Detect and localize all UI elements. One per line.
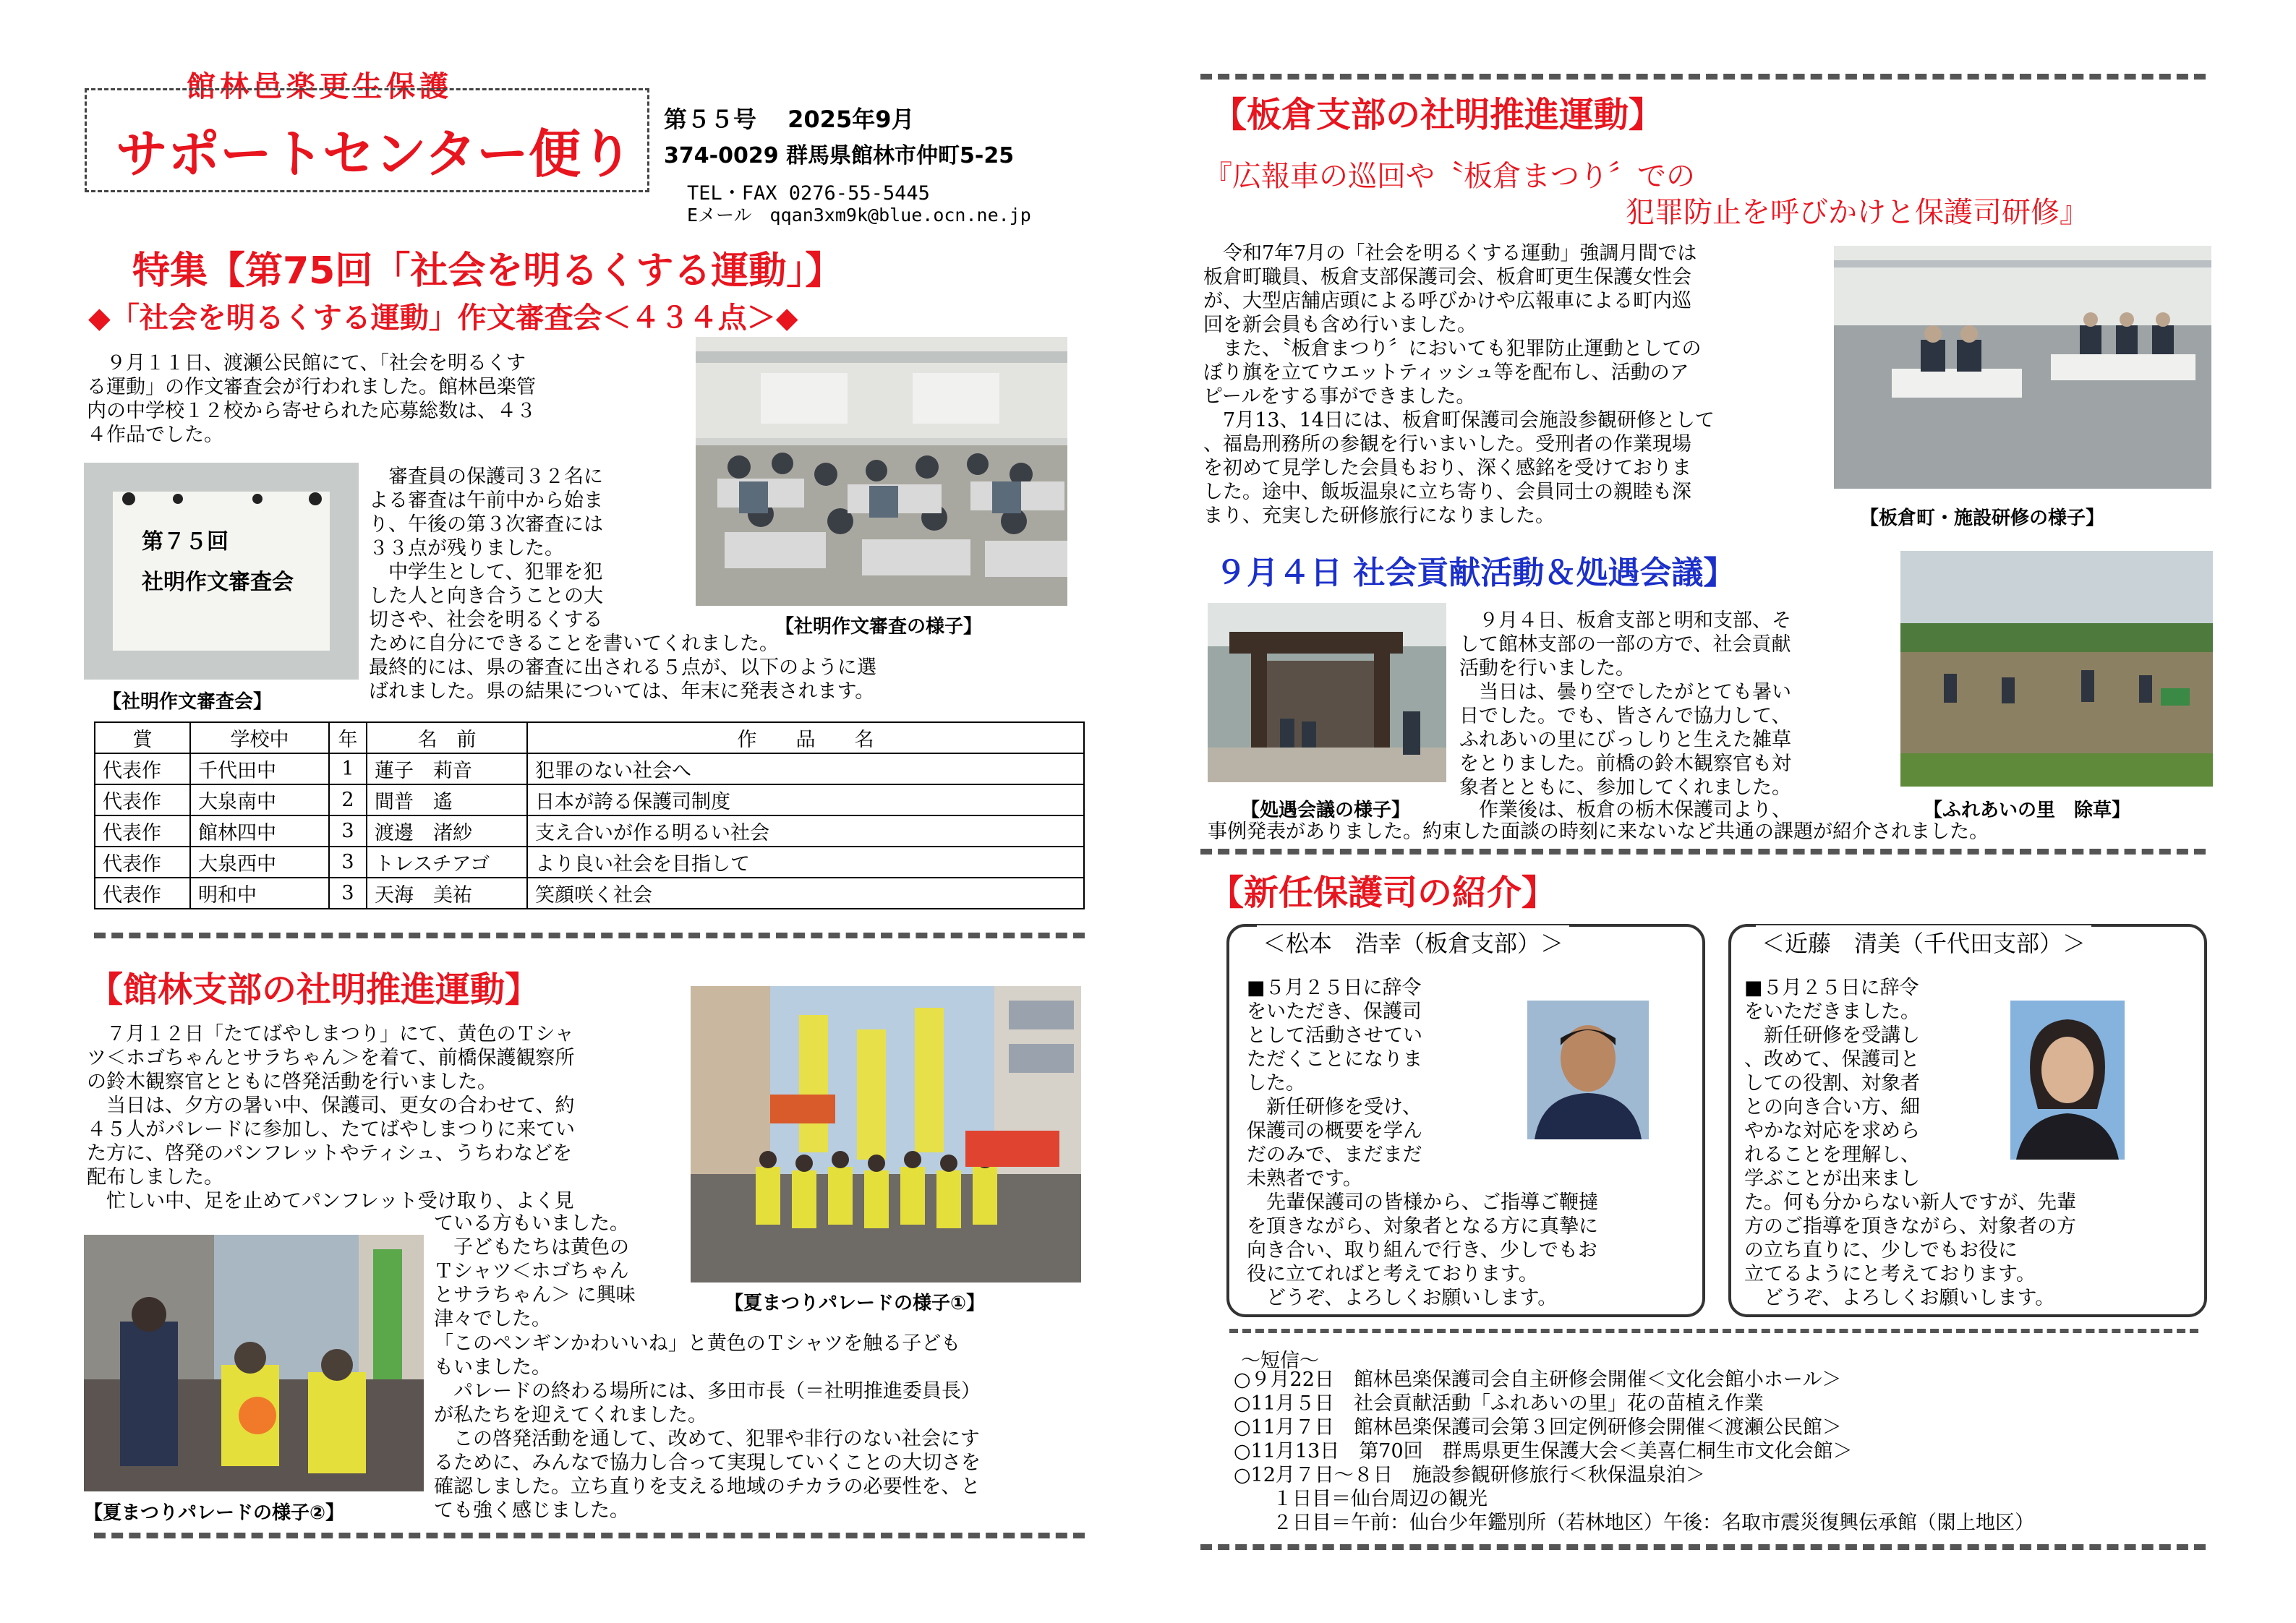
mid-divider-right [1200, 849, 2206, 855]
sign-line-2: 社明作文審査会 [142, 570, 294, 595]
review-room-image [696, 337, 1067, 606]
cell-title: 日本が誇る保護司制度 [527, 784, 1084, 815]
news-item: １日目＝仙台周辺の観光 [1234, 1488, 1488, 1510]
feature-paragraph-2: 審査員の保護司３２名に よる審査は午前中から始ま り、午後の第３次審査には ３３点が残りました。 中学生として、犯罪を犯 した人と向き合うことの大 切さや、社会を明るくする [369, 466, 603, 631]
profile-matsumoto-title: ＜松本 浩幸（板倉支部）＞ [1257, 925, 1569, 959]
sign-line-1: 第７５回 [142, 529, 229, 554]
issue-number: 第５５号 2025年9月 [664, 106, 915, 133]
field-photo [1900, 551, 2213, 787]
cell-award: 代表作 [95, 815, 190, 847]
caption-gate: 【処遇会議の様子】 [1241, 800, 1411, 821]
news-item: ○９月22日 館林邑楽保護司会自主研修会開催＜文化会館小ホール＞ [1234, 1369, 1842, 1391]
cell-title: より良い社会を目指して [527, 847, 1084, 878]
masthead-title: サポートセンター便り [116, 124, 633, 184]
matsumoto-portrait [1527, 1001, 1649, 1139]
feature-paragraph-3: ために自分にできることを書いてくれました。 最終的には、県の審査に出される５点が、以下のように選 ばれました。県の結果については、年末に発表されます。 [369, 633, 876, 703]
address: 374-0029 群馬県館林市仲町5-25 [664, 143, 1015, 168]
cell-award: 代表作 [95, 753, 190, 784]
tatebayashi-paragraph-1: ７月１２日「たてばやしまつり」にて、黄色のＴシャ ツ＜ホゴちゃんとサラちゃん＞を着て、前橋保護観察所 の鈴木観察官とともに啓発活動を行いました。 当日は、夕方の暑い中、保護司、更女の合わせて、約 ４５人がパレードに参加し、たてばやしまつりに来てい た方に、啓発のパンフレットやティシュ、うちわなどを 配布しました。 忙しい中、足を止めてパンフレット受け取り、よく見 [87, 1023, 575, 1212]
cell-school: 明和中 [190, 878, 329, 909]
caption-parade-1: 【夏まつりパレードの様子①】 [725, 1293, 986, 1314]
cell-name: 蓮子 莉音 [367, 753, 527, 784]
tatebayashi-paragraph-2: ている方もいました。 子どもたちは黄色の Ｔシャツ＜ホゴちゃん とサラちゃん＞ に興味 津々でした。 [434, 1212, 636, 1330]
tatebayashi-paragraph-3: 「このペンギンかわいいね」と黄色のＴシャツを触る子ども もいました。 パレードの終わる場所には、多田市長（＝社明推進委員長） が私たちを迎えてくれました。 この啓発活動を通して、改めて、犯罪や非行のない社会にす るために、みんなで協力し合って実現していくことの大切さを 確認しました。立ち直りを支える地域のチカラの必要性を、と ても強く感じました。 [434, 1332, 981, 1522]
kondo-portrait-image [2010, 1001, 2125, 1160]
field-image [1900, 551, 2213, 787]
parade-photo-1 [691, 986, 1081, 1282]
itakura-subheading-1: 『広報車の巡回や〝板倉まつり〞での [1203, 160, 1695, 193]
sept4-heading: ９月４日 社会貢献活動＆処遇会議】 [1215, 554, 1736, 591]
header-award: 賞 [95, 722, 190, 753]
award-table [94, 721, 1085, 909]
bottom-divider-left [94, 1533, 1085, 1538]
cell-school: 大泉南中 [190, 784, 329, 815]
profile-kondo-title: ＜近藤 清美（千代田支部）＞ [1756, 925, 2091, 959]
news-item: ○11月５日 社会貢献活動「ふれあいの里」花の苗植え作業 [1234, 1392, 1764, 1415]
parade-photo-2 [84, 1235, 424, 1491]
cell-title: 犯罪のない社会へ [527, 753, 1084, 784]
itakura-paragraph: 令和7年7月の「社会を明るくする運動」強調月間では 板倉町職員、板倉支部保護司会、板倉町更生保護女性会 が、大型店舗店頭による呼びかけや広報車による町内巡 回を新会員も含め行いました。 また、〝板倉まつり〞においても犯罪防止運動としての ぼり旗を立てウエットティッシュ等を配布し、活動のア ピールをする事ができました。 7月13、14日には、板倉町保護司会施設参観研修として 、福島刑務所の参観を行いまいした。受刑者の作業現場 を初めて見学した会員もおり、深く感銘を受けておりま した。途中、飯坂温泉に立ち寄り、会員同士の親睦も深 まり、充実した研修旅行になりました。 [1203, 242, 1715, 527]
news-item: ○12月７日～８日 施設参観研修旅行＜秋保温泉泊＞ [1234, 1464, 1705, 1486]
caption-review-room: 【社明作文審査の様子】 [775, 616, 983, 638]
kondo-portrait [2010, 1001, 2125, 1160]
header-school: 学校中 [190, 722, 329, 753]
award-table-header [95, 722, 1084, 753]
itakura-subheading-2: 犯罪防止を呼びかけと保護司研修』 [1626, 196, 2088, 229]
cell-award: 代表作 [95, 847, 190, 878]
news-divider [1229, 1329, 2198, 1333]
header-grade: 年 [329, 722, 367, 753]
gate-photo [1208, 603, 1446, 782]
cell-grade: 3 [329, 847, 367, 878]
table-row [95, 847, 1084, 878]
sept4-paragraph-2: 作業後は、板倉の栃木保護司より、 [1459, 799, 1791, 821]
caption-field: 【ふれあいの里 除草】 [1924, 800, 2131, 821]
section-divider [94, 933, 1085, 938]
cell-title: 笑顔咲く社会 [527, 878, 1084, 909]
table-row [95, 815, 1084, 847]
caption-parade-2: 【夏まつりパレードの様子②】 [84, 1502, 345, 1524]
feature-headline: 特集【第75回「社会を明るくする運動」】 [132, 249, 843, 293]
profile-kondo-text-1: ■５月２５日に辞令 をいただきました。 新任研修を受講し 、改めて、保護司と しての役割、対象者 との向き合い方、細 やかな対応を求めら れることを理解し、 学ぶことが出来まし [1744, 977, 1920, 1190]
feature-subheadline: ◆「社会を明るくする運動」作文審査会＜４３４点＞◆ [88, 301, 798, 335]
header-name: 名 前 [367, 722, 527, 753]
parade-1-image [691, 986, 1081, 1282]
gate-image [1208, 603, 1446, 782]
profile-matsumoto-text-1: ■５月２５日に辞令 をいただき、保護司 として活動させてい ただくことになりま した。 新任研修を受け、 保護司の概要を学ん だのみで、まだまだ 未熟者です。 [1247, 977, 1422, 1190]
review-room-photo [696, 337, 1067, 606]
news-item: ○11月７日 館林邑楽保護司会第３回定例研修会開催＜渡瀬公民館＞ [1234, 1416, 1842, 1439]
cell-award: 代表作 [95, 878, 190, 909]
cell-grade: 1 [329, 753, 367, 784]
news-list [1234, 1368, 2034, 1535]
sept4-paragraph-3: 事例発表がありました。約束した面談の時刻に来ないなど共通の課題が紹介されました。 [1208, 821, 1989, 843]
itakura-training-image [1834, 246, 2211, 489]
cell-name: 渡邊 渚紗 [367, 815, 527, 847]
news-item: ○11月13日 第70回 群馬県更生保護大会＜美喜仁桐生市文化会館＞ [1234, 1440, 1853, 1463]
table-row [95, 878, 1084, 909]
caption-sign: 【社明作文審査会】 [103, 691, 273, 713]
cell-school: 千代田中 [190, 753, 329, 784]
header-title: 作 品 名 [527, 722, 1084, 753]
news-title: ～短信～ [1241, 1350, 1319, 1372]
sept4-paragraph-1: ９月４日、板倉支部と明和支部、そ して館林支部の一部の方で、社会貢献 活動を行いました。 当日は、曇り空でしたがとても暑い 日でした。でも、皆さんで協力して、 ふれあいの里にびっしりと生えた雑草 をとりました。前橋の鈴木観察官も対 象者とともに、参加してくれました。 [1459, 609, 1791, 799]
cell-school: 館林四中 [190, 815, 329, 847]
top-divider-right [1200, 74, 2206, 80]
parade-2-image [84, 1235, 424, 1491]
itakura-heading: 【板倉支部の社明推進運動】 [1212, 95, 1664, 135]
feature-paragraph-1: ９月１１日、渡瀬公民館にて、「社会を明るくす る運動」の作文審査会が行われました。館林邑楽管 内の中学校１２校から寄せられた応募総数は、４３ ４作品でした。 [87, 352, 536, 446]
cell-school: 大泉西中 [190, 847, 329, 878]
table-row [95, 784, 1084, 815]
cell-name: 天海 美祐 [367, 878, 527, 909]
itakura-training-photo [1834, 246, 2211, 489]
telfax: TEL・FAX 0276-55-5445 [687, 182, 930, 205]
sign-photo [84, 463, 359, 680]
caption-itakura: 【板倉町・施設研修の様子】 [1860, 508, 2105, 529]
table-row [95, 753, 1084, 784]
cell-grade: 2 [329, 784, 367, 815]
cell-title: 支え合いが作る明るい社会 [527, 815, 1084, 847]
bottom-divider-right [1200, 1544, 2206, 1550]
newcomers-heading: 【新任保護司の紹介】 [1209, 873, 1557, 913]
email: Eメール qqan3xm9k@blue.ocn.ne.jp [687, 205, 1031, 226]
cell-grade: 3 [329, 815, 367, 847]
cell-name: トレスチアゴ [367, 847, 527, 878]
cell-grade: 3 [329, 878, 367, 909]
cell-award: 代表作 [95, 784, 190, 815]
masthead-org: 館林邑楽更生保護 [187, 70, 453, 103]
news-item: ２日目＝午前：仙台少年鑑別所（若林地区）午後：名取市震災復興伝承館（閖上地区） [1234, 1512, 2034, 1534]
cell-name: 間普 遙 [367, 784, 527, 815]
tatebayashi-heading: 【館林支部の社明推進運動】 [88, 969, 540, 1010]
profile-kondo-text-2: た。何も分からない新人ですが、先輩 方のご指導を頂きながら、対象者の方 の立ち直りに、少しでもお役に 立てるようにと考えております。 どうぞ、よろしくお願いします。 [1744, 1191, 2076, 1309]
profile-matsumoto-text-2: 先輩保護司の皆様から、ご指導ご鞭撻 を頂きながら、対象者となる方に真摯に 向き合い、取り組んで行き、少しでもお 役に立てればと考えております。 どうぞ、よろしくお願いします。 [1247, 1191, 1598, 1309]
matsumoto-portrait-image [1527, 1001, 1649, 1139]
